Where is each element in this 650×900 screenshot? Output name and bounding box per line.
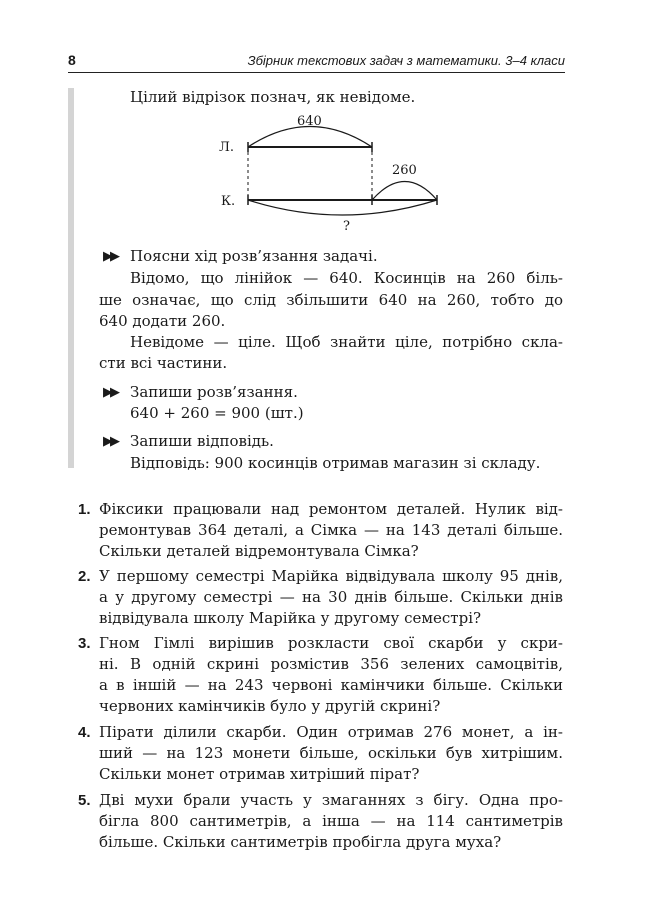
step1-line: Невідоме — ціле. Щоб знайти ціле, потрібно скла- [130, 333, 563, 351]
step1-line: Відомо, що лінійок — 640. Косинців на 260 біль- [130, 269, 563, 287]
step1-line: сти всі частини. [99, 354, 228, 372]
step3-answer: Відповідь: 900 косинців отримав магазин зі складу. [130, 454, 541, 472]
task-line: відвідувала школу Марійка у другому семестрі? [99, 609, 482, 627]
task-line: бігла 800 сантиметрів, а інша — на 114 сантиметрів [99, 812, 563, 830]
step1-prompt: Поясни хід розв’язання задачі. [130, 247, 378, 265]
task-number: 3. [78, 635, 91, 652]
task-line: Гном Гімлі вирішив розкласти свої скарби у скри- [99, 634, 563, 652]
step1-line: ше означає, що слід збільшити 640 на 260, тобто до [99, 291, 563, 309]
task-line: ший — на 123 монети більше, оскільки був хитрішим. [99, 744, 563, 762]
arc-640 [248, 127, 372, 148]
arc-260 [372, 182, 437, 201]
step-arrow-icon: ▶▶ [103, 434, 117, 449]
task-number: 1. [78, 501, 91, 518]
running-title: Збірник текстових задач з математики. 3–4 класи [247, 53, 565, 68]
task-line: ремонтував 364 деталі, а Сімка — на 143 деталі більше. [99, 521, 563, 539]
step-arrow-icon: ▶▶ [103, 385, 117, 400]
task-number: 5. [78, 792, 91, 809]
task-number: 2. [78, 568, 91, 585]
step3-prompt: Запиши відповідь. [130, 432, 274, 450]
task-line: Пірати ділили скарби. Один отримав 276 монет, а ін- [99, 723, 563, 741]
task-line: а у другому семестрі — на 30 днів більше. Скільки днів [99, 588, 563, 606]
label-640: 640 [297, 114, 322, 129]
task-line: Скільки деталей відремонтувала Сімка? [99, 542, 419, 560]
task-line: Скільки монет отримав хитріший пірат? [99, 765, 420, 783]
brace-total [248, 200, 437, 215]
label-unknown: ? [343, 219, 350, 234]
task-line: червоних камінчиків було у другій скрині? [99, 697, 441, 715]
page-header [68, 50, 565, 73]
task-line: більше. Скільки сантиметрів пробігла друга муха? [99, 833, 502, 851]
task-line: ні. В одній скрині розмістив 356 зелених самоцвітів, [99, 655, 563, 673]
task-line: Дві мухи брали участь у змаганнях з бігу. Одна про- [99, 791, 563, 809]
step1-line: 640 додати 260. [99, 312, 226, 330]
example-sidebar-bar [68, 88, 74, 468]
task-line: Фіксики працювали над ремонтом деталей. Нулик від- [99, 500, 563, 518]
page-number: 8 [68, 52, 76, 68]
example-intro: Цілий відрізок познач, як невідоме. [130, 88, 416, 106]
segment-diagram [215, 108, 455, 240]
step-arrow-icon: ▶▶ [103, 249, 117, 264]
task-number: 4. [78, 724, 91, 741]
task-line: а в іншій — на 243 червоні камінчики більше. Скільки [99, 676, 563, 694]
step2-solution: 640 + 260 = 900 (шт.) [130, 404, 304, 422]
label-l: Л. [219, 140, 234, 155]
task-line: У першому семестрі Марійка відвідувала школу 95 днів, [99, 567, 563, 585]
label-260: 260 [392, 163, 417, 178]
step2-prompt: Запиши розв’язання. [130, 383, 298, 401]
label-k: К. [221, 194, 236, 209]
